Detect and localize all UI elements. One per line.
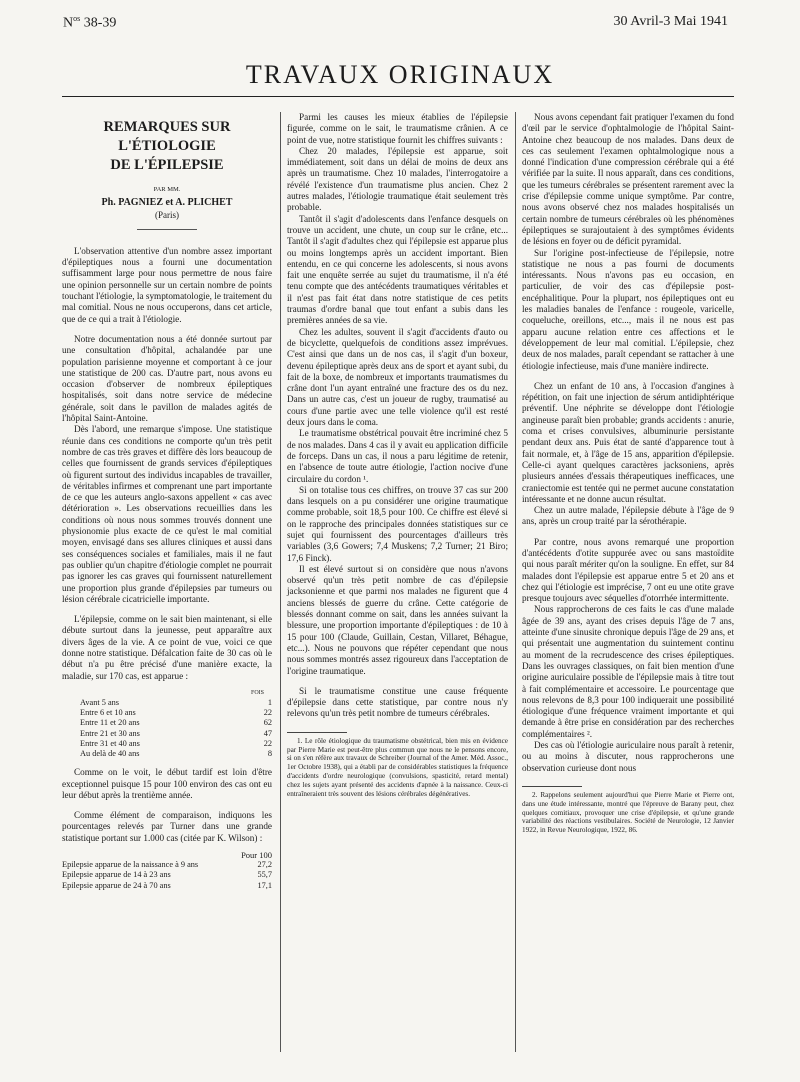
paragraph: Chez les adultes, souvent il s'agit d'accidents d'auto ou de bicyclette, quelquefois de conditions assez imprévues. C'est ainsi que dans un de nos cas, il s'agit d'un boxeur, devenu épileptique après deux ans de sport et ayant subi, du fait de la boxe, de nombreux et importants traumatismes du crâne dont l'un ayant entraîné une fracture des os du nez. Dans un autre cas, c'est un joueur de rugby, traumatisé au cours d'une partie avec une telle violence qu'il est resté deux jours dans le coma. [287,326,508,428]
table-row [80,739,272,749]
table-row [80,708,272,718]
paragraph: Parmi les causes les mieux établies de l'épilepsie figurée, comme on le sait, le traumatisme crânien. A ce point de vue, notre statistique fournit les chiffres suivants : [287,112,508,145]
table-row [80,729,272,739]
byline: PAR MM. [153,186,181,193]
age-onset-table [80,688,272,759]
column-1 [62,112,272,899]
footnote-2: 2. Rappelons seulement aujourd'hui que Pierre Marie et Pierre ont, dans une étude intéressante, montré que l'épreuve de Barany peut, chez quelques comitiaux, provoquer une crise d'épilepsie, et qu'une grande variabilité des réactions vestibulaires. Société de Neurologie, 12 Janvier 1922, in Revue Neurologique, 1922, 86. [522,790,734,835]
table-row [80,749,272,759]
table-cell-label: Entre 6 et 10 ans [80,708,136,718]
paragraph: Notre documentation nous a été donnée surtout par une consultation d'hôpital, achalandée par une population parisienne moyenne et comportant à ce jour une statistique de 200 cas. D'autre part, nous avons eu occasion d'observer de nombreux épileptiques hospitalisés, soit dans notre service de médecine générale, soit dans le pavillon de malades agités de l'hôpital Saint-Antoine. [62,333,272,424]
paragraph: Nous avons cependant fait pratiquer l'examen du fond d'œil par le service d'ophtalmologie de l'hôpital Saint-Antoine chez beaucoup de nos malades. Dans deux de ces cas seulement l'examen ophtalmologique nous a donné l'indication d'une compression cérébrale qui a été vérifiée par la suite. Il nous apparaît, dans ces conditions, que les tumeurs cérébrales se présentent rarement avec la crise d'épilepsie comme unique symptôme. Par contre, nous avons observé chez nos malades hospitalisés un certain nombre de tumeurs cérébrales où les phénomènes épileptiques se surajoutaient à des symptômes évidents de lésions en foyer ou de déficit pyramidal. [522,112,734,247]
column-2 [287,112,508,798]
table-cell-label: Entre 31 et 40 ans [80,738,140,748]
table-cell-label: Epilepsie apparue de 24 à 70 ans [62,880,171,890]
table-cell-value: 17,1 [257,880,272,890]
paragraph: L'observation attentive d'un nombre assez important d'épileptiques nous a fourni une documentation suffisamment large pour nous permettre de nous faire une opinion personnelle sur un certain nombre de points touchant l'étiologie, la symptomatologie, le traitement du mal comitial. Nous ne nous occuperons, dans cet article, que de ce qui a trait à l'étiologie. [62,245,272,324]
author-place: (Paris) [155,209,179,220]
issue-date: 30 Avril-3 Mai 1941 [613,14,728,29]
paragraph: Chez un autre malade, l'épilepsie débute à l'âge de 9 ans, après un croup traité par la sérothérapie. [522,505,734,527]
table-cell-value: 27,2 [257,860,272,870]
paragraph: Par contre, nous avons remarqué une proportion d'antécédents d'otite suppurée avec ou sans mastoïdite qui nous paraît mériter qu'on la souligne. En effet, sur 84 malades dont l'épilepsie est apparue entre 5 et 20 ans et chez qui l'étiologie est imprécise, 7 ont eu une otite grave presque toujours avec séquelles d'otorrhée intermittente. [522,536,734,604]
table-cell-value: 8 [267,749,272,759]
paragraph: Sur l'origine post-infectieuse de l'épilepsie, notre statistique ne nous a pas fourni de documents intéressants. Nous n'avons pas eu occasion, en particulier, de voir des cas d'épilepsie post-encéphalitique. Pour la plupart, nos épileptiques ont eu les maladies banales de l'enfance : rougeole, varicelle, coqueluche, oreillons, etc..., mais il ne nous est pas apparu aucune relation entre ces affections et le développement de leur mal comitial. L'épilepsie, chez deux de nos malades, paraît cependant se rattacher à une étiologie infectieuse, mais d'une manière indirecte. [522,247,734,371]
paragraph: Nous rapprocherons de ces faits le cas d'une malade âgée de 39 ans, ayant des crises depuis l'âge de 7 ans, atteinte d'une sinusite chronique depuis l'âge de 29 ans, et qui présentait une augmentation du suintement continu au moment de la recrudescence des crises épileptiques. Dans les ouvrages classiques, on fait bien mention d'une origine auriculaire possible de l'épilepsie mais à titre tout à fait complémentaire et accessoire. Le pourcentage que nous relevons de 8,3 pour 100 indiquerait une possibilité étiologique d'une fréquence vraiment importante et qui demande à être prise en considération par des recherches complémentaires ². [522,604,735,739]
table-cell-label: Au delà de 40 ans [80,749,140,759]
paragraph: Le traumatisme obstétrical pouvait être incriminé chez 5 de nos malades. Dans 4 cas il y avait eu application difficile de forceps. Dans un cas, il nous a paru légitime de retenir, en l'absence de toute autre étiologie, l'action nocive d'une circulaire du cordon ¹. [287,428,508,484]
issue-prefix: N [63,15,74,31]
column-3 [522,112,734,835]
issue-number [63,14,116,32]
article-title-line-2: DE L'ÉPILEPSIE [110,157,224,173]
table-cell-value: 1 [267,698,272,708]
table-row [80,718,272,728]
paragraph: Si le traumatisme constitue une cause fréquente d'épilepsie dans cette statistique, par contre nous n'y relevons qu'un très petit nombre de tumeurs cérébrales. [287,685,508,719]
column-divider [280,112,281,1052]
table-cell-label: Epilepsie apparue de la naissance à 9 ans [62,860,199,870]
table-cell-label: Avant 5 ans [80,698,120,708]
table-row [62,860,272,870]
table-header: FOIS [250,689,264,696]
table-header: Pour 100 [241,850,272,861]
table-row [80,698,272,708]
paragraph: Si on totalise tous ces chiffres, on trouve 37 cas sur 200 dans lesquels on a pu considérer une origine traumatique comme probable, soit 18,5 pour 100. Ce chiffre est élevé si on le rapproche des principales données statistiques sur ce sujet qui fournissent des pourcentages d'ailleurs très variables (3,6 Gowers; 7,4 Muskens; 7,2 Turner; 21 Biro; 17,6 Finck). [287,484,508,563]
section-title: TRAVAUX ORIGINAUX [245,60,555,89]
footnote-rule [287,732,347,733]
table-cell-label: Entre 21 et 30 ans [80,728,140,738]
paragraph: Des cas où l'étiologie auriculaire nous paraît à retenir, ou au moins à discuter, nous rapprocherons une observation curieuse dont nous [522,740,734,773]
paragraph: Comme on le voit, le début tardif est loin d'être exceptionnel puisque 15 pour 100 environ des cas ont eu leur début après la trentième année. [62,767,272,800]
turner-table [62,850,272,891]
issue-numbers: 38-39 [83,15,117,31]
table-cell-label: Epilepsie apparue de 14 à 23 ans [62,870,171,880]
article-title [62,118,272,175]
authors: Ph. PAGNIEZ et A. PLICHET [101,197,233,209]
paragraph: Chez un enfant de 10 ans, à l'occasion d'angines à répétition, on fait une injection de sérum antidiphtérique préventif. Une néphrite se développe dont l'étiologie angineuse paraît bien probable; grands accidents : anurie, coma et crises convulsives, albuminurie persistante pendant deux ans. Puis état de santé d'apparence tout à fait normale, et, à l'âge de 15 ans, apparition d'épilepsie. Celle-ci ayant quelques caractères jacksoniens, après plusieurs années d'essais thérapeutiques inefficaces, une craniectomie est tentée qui ne permet aucune constatation intéressante et ne donne aucun résultat. [522,380,734,504]
table-cell-value: 47 [263,728,272,738]
title-rule [137,229,197,230]
column-divider [515,112,516,1052]
paragraph: Chez 20 malades, l'épilepsie est apparue, soit immédiatement, soit dans un délai de moins de deux ans après un traumatisme. Chez 10 malades, l'interrogatoire a révélé l'existence d'un traumatisme plus ancien. Chez 2 autres malades, l'étiologie traumatique était seulement très probable. [287,145,508,213]
header-rule [62,96,734,97]
footnote-rule [522,786,582,787]
table-cell-value: 22 [263,708,272,718]
footnote-1: 1. Le rôle étiologique du traumatisme obstétrical, bien mis en évidence par Pierre Marie est peut-être plus commun que nous ne le pensons encore, si on s'en réfère aux travaux de Schreiber (Journal of the Amer. Méd. Assoc., 1er Octobre 1938), qui a établi par de considérables statistiques la fréquence d'accidents d'ordre neurologique (convulsions, spasticité, retard mental) chez les sujets ayant présenté des accidents d'apnée à la naissance. Ceux-ci entraîneraient très souvent des lésions cérébrales dégénératives. [287,736,508,798]
table-cell-value: 22 [263,738,272,748]
table-cell-value: 55,7 [257,870,272,880]
table-row [62,881,272,891]
table-cell-value: 62 [263,718,272,728]
issue-sup: os [73,14,81,23]
table-cell-label: Entre 11 et 20 ans [80,718,140,728]
paragraph: L'épilepsie, comme on le sait bien maintenant, si elle débute surtout dans la jeunesse, peut apparaître aux divers âges de la vie. A ce point de vue, voici ce que donne notre statistique. Défalcation faite de 30 cas où le début n'a pu être précisé d'une manière exacte, la maladie, sur 170 cas, est apparue : [62,614,272,681]
paragraph: Tantôt il s'agit d'adolescents dans l'enfance desquels on trouve un accident, une chute, un coup sur le crâne, etc... Tantôt il s'agit d'adultes chez qui l'épilepsie est apparue plus ou moins longtemps après un accident important. Bien entendu, en ce qui concerne les adolescents, si nous avons fait une enquête serrée au sujet du traumatisme, il n'a été tenu compte que des antécédents traumatiques véritables et il n'est pas fait état dans notre statistique de ces petits traumas d'ordre banal que tout enfant a subis dans les premières années de sa vie. [287,213,508,326]
paragraph: Comme élément de comparaison, indiquons les pourcentages relevés par Turner dans une grande statistique portant sur 1.000 cas (citée par K. Wilson) : [62,810,272,843]
article-title-line-1: REMARQUES SUR L'ÉTIOLOGIE [103,119,231,154]
table-row [62,870,272,880]
paragraph: Dès l'abord, une remarque s'impose. Une statistique réunie dans ces conditions ne comporte qu'un très petit nombre de cas très graves et diffère dès lors beaucoup de celles que fournissent de grands services d'épileptiques où figurent surtout des individus incapables de travailler, de véritables infirmes et comprenant une part importante de ce que les auteurs anglo-saxons appellent « cas avec détérioration ». Les observations recueillies dans les conditions où nous nous sommes trouvés donnent une physionomie plus exacte de ce qu'est le mal comitial moyen, envisagé dans ses allures cliniques et aussi dans ses conséquences sociales et familiales, mais il ne faut pas oublier qu'un chapitre d'étiologie complet ne pourrait pas ignorer les cas graves qui fournissent naturellement une proportion plus grande d'épilepsies par tumeurs ou lésion cérébrale cicatricielle importante. [62,424,272,604]
paragraph: Il est élevé surtout si on considère que nous n'avons observé qu'un très petit nombre de cas d'épilepsie jacksonienne et que parmi nos malades ne figurent que 4 anciens blessés de guerre du crâne. Cette catégorie de blessés donnant comme on sait, dans les années suivant la blessure, une proportion importante d'épileptiques : de 10 à 15 pour 100 (Claude, Guillain, Cestan, Villaret, Béhague, etc...). Nous ne pouvons que répéter cependant que nous nous sommes montrés assez rigoureux dans l'acceptation de l'origine traumatique. [287,563,508,676]
